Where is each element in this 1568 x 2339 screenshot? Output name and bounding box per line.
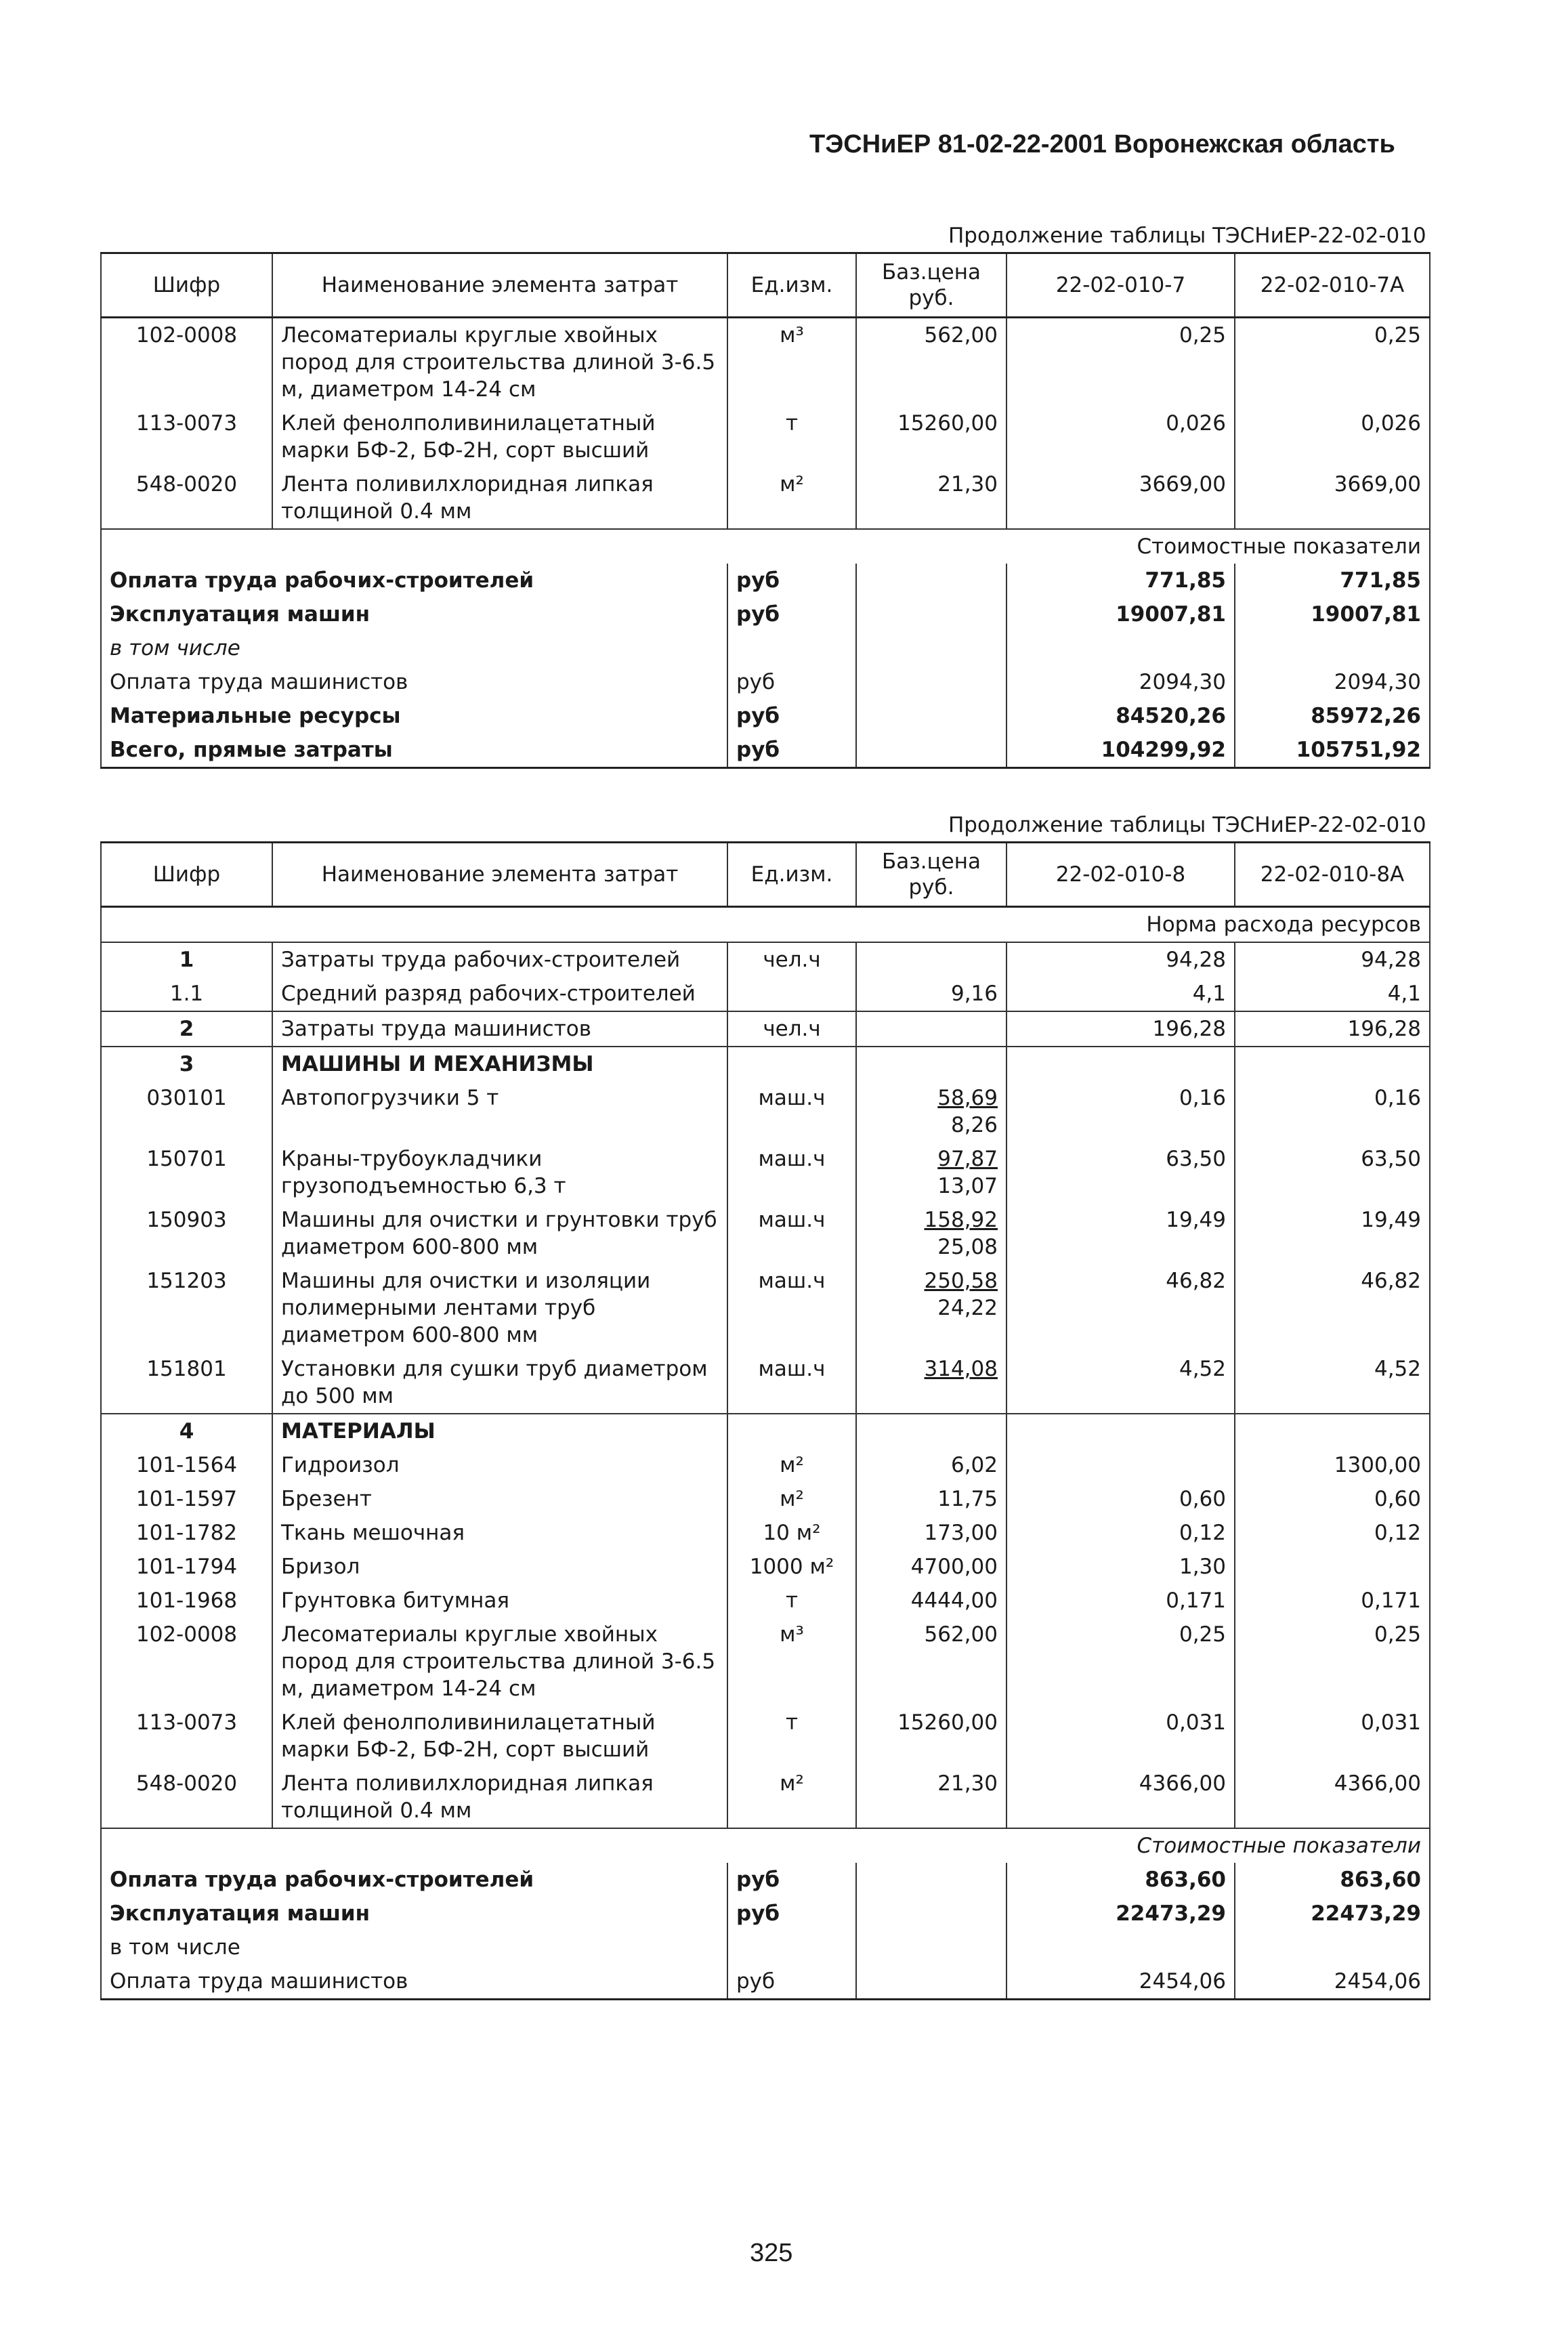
table-row: [101, 977, 1430, 1011]
row-code: 101-1597: [101, 1482, 272, 1516]
table-row: [101, 942, 1430, 977]
row-unit: м²: [727, 1448, 856, 1482]
summary-label: Эксплуатация машин: [101, 1897, 727, 1931]
row-value-b: 0,60: [1235, 1482, 1430, 1516]
price-primary: 250,58: [924, 1269, 998, 1293]
summary-value-a: 771,85: [1007, 564, 1235, 597]
row-value-b: 0,031: [1235, 1706, 1430, 1767]
row-unit: чел.ч: [727, 1011, 856, 1047]
row-price: 562,00: [856, 318, 1007, 407]
cost-section-title-row: [101, 1828, 1430, 1863]
row-code: 113-0073: [101, 406, 272, 467]
price-secondary: 8,26: [950, 1113, 998, 1137]
row-unit: м²: [727, 1482, 856, 1516]
row-value-a: 94,28: [1007, 942, 1235, 977]
row-value-a: 196,28: [1007, 1011, 1235, 1047]
row-value-b: 63,50: [1235, 1142, 1430, 1203]
row-price: [856, 1264, 1007, 1352]
row-price: 15260,00: [856, 406, 1007, 467]
section-title: Стоимостные показатели: [101, 529, 1430, 564]
summary-row: [101, 564, 1430, 597]
price-primary: 314,08: [924, 1357, 998, 1381]
table-row: [101, 467, 1430, 529]
summary-unit: [727, 631, 856, 665]
row-code: 030101: [101, 1081, 272, 1142]
row-name: Машины для очистки и грунтовки труб диаметром 600-800 мм: [272, 1203, 727, 1264]
row-unit: [727, 977, 856, 1011]
row-unit: м³: [727, 1618, 856, 1706]
summary-label: Материальные ресурсы: [101, 699, 727, 733]
row-name: Гидроизол: [272, 1448, 727, 1482]
row-unit: т: [727, 406, 856, 467]
summary-price: [856, 564, 1007, 597]
row-value-a: 0,12: [1007, 1516, 1235, 1550]
row-unit: маш.ч: [727, 1203, 856, 1264]
col-unit-header: Ед.изм.: [727, 843, 856, 907]
summary-price: [856, 1931, 1007, 1964]
empty-cell: [727, 1047, 856, 1081]
summary-price: [856, 597, 1007, 631]
summary-value-b: 2454,06: [1235, 1964, 1430, 2000]
summary-value-a: 22473,29: [1007, 1897, 1235, 1931]
row-name: Грунтовка битумная: [272, 1584, 727, 1618]
row-name: Клей фенолполивинилацетатный марки БФ-2, БФ-2Н, сорт высший: [272, 1706, 727, 1767]
col-price-header: Баз.цена руб.: [856, 253, 1007, 318]
summary-value-a: 2094,30: [1007, 665, 1235, 699]
row-value-a: 0,25: [1007, 318, 1235, 407]
summary-value-a: [1007, 1931, 1235, 1964]
empty-cell: [856, 1414, 1007, 1448]
row-code: 102-0008: [101, 318, 272, 407]
empty-cell: [1235, 1047, 1430, 1081]
summary-label: Всего, прямые затраты: [101, 733, 727, 768]
empty-cell: [1007, 1047, 1235, 1081]
row-code: 2: [101, 1011, 272, 1047]
row-unit: чел.ч: [727, 942, 856, 977]
col-a-header: 22-02-010-8: [1007, 843, 1235, 907]
row-value-a: 0,171: [1007, 1584, 1235, 1618]
summary-label: Оплата труда рабочих-строителей: [101, 1863, 727, 1897]
row-value-a: 0,031: [1007, 1706, 1235, 1767]
table-row: [101, 1448, 1430, 1482]
row-value-b: 4,52: [1235, 1352, 1430, 1414]
machines-section-header: [101, 1047, 1430, 1081]
row-price: 15260,00: [856, 1706, 1007, 1767]
summary-unit: руб: [727, 733, 856, 768]
summary-row: [101, 1931, 1430, 1964]
row-code: 150701: [101, 1142, 272, 1203]
col-code-header: Шифр: [101, 843, 272, 907]
table2-caption: Продолжение таблицы ТЭСНиЕР-22-02-010: [948, 813, 1426, 837]
section-title: Норма расхода ресурсов: [101, 907, 1430, 943]
summary-unit: руб: [727, 1897, 856, 1931]
summary-price: [856, 1964, 1007, 2000]
summary-value-a: 104299,92: [1007, 733, 1235, 768]
page-number: 325: [750, 2239, 793, 2267]
row-price: 562,00: [856, 1618, 1007, 1706]
row-value-a: 0,60: [1007, 1482, 1235, 1516]
row-value-a: 19,49: [1007, 1203, 1235, 1264]
table-row: [101, 1584, 1430, 1618]
summary-value-a: 2454,06: [1007, 1964, 1235, 2000]
row-price: [856, 1081, 1007, 1142]
summary-value-b: 19007,81: [1235, 597, 1430, 631]
row-value-b: 3669,00: [1235, 467, 1430, 529]
row-unit: маш.ч: [727, 1352, 856, 1414]
summary-row: [101, 1863, 1430, 1897]
row-value-b: 0,026: [1235, 406, 1430, 467]
row-unit: маш.ч: [727, 1081, 856, 1142]
summary-value-b: 22473,29: [1235, 1897, 1430, 1931]
price-primary: 97,87: [937, 1147, 998, 1171]
row-value-a: 4,1: [1007, 977, 1235, 1011]
row-name: Средний разряд рабочих-строителей: [272, 977, 727, 1011]
row-name: Брезент: [272, 1482, 727, 1516]
summary-row: [101, 733, 1430, 768]
row-unit: т: [727, 1706, 856, 1767]
col-name-header: Наименование элемента затрат: [272, 843, 727, 907]
row-name: Краны-трубоукладчики грузоподъемностью 6,3 т: [272, 1142, 727, 1203]
summary-label: Оплата труда машинистов: [101, 665, 727, 699]
table-row: [101, 1516, 1430, 1550]
summary-price: [856, 733, 1007, 768]
empty-cell: [1235, 1414, 1430, 1448]
table-row: [101, 1550, 1430, 1584]
row-unit: м²: [727, 467, 856, 529]
row-name: Машины для очистки и изоляции полимерными лентами труб диаметром 600-800 мм: [272, 1264, 727, 1352]
summary-value-b: 771,85: [1235, 564, 1430, 597]
row-value-b: 4,1: [1235, 977, 1430, 1011]
table-row: [101, 1482, 1430, 1516]
row-value-b: 0,171: [1235, 1584, 1430, 1618]
row-code: 150903: [101, 1203, 272, 1264]
row-name: Ткань мешочная: [272, 1516, 727, 1550]
section-title: Стоимостные показатели: [101, 1828, 1430, 1863]
row-unit: 10 м²: [727, 1516, 856, 1550]
row-code: 1.1: [101, 977, 272, 1011]
row-price: [856, 1142, 1007, 1203]
row-code: 101-1564: [101, 1448, 272, 1482]
table-row: [101, 1264, 1430, 1352]
empty-cell: [727, 1414, 856, 1448]
row-value-b: 94,28: [1235, 942, 1430, 977]
row-name: Клей фенолполивинилацетатный марки БФ-2, БФ-2Н, сорт высший: [272, 406, 727, 467]
summary-unit: руб: [727, 1964, 856, 2000]
row-unit: маш.ч: [727, 1142, 856, 1203]
col-b-header: 22-02-010-7А: [1235, 253, 1430, 318]
row-price: 6,02: [856, 1448, 1007, 1482]
table-row: [101, 1203, 1430, 1264]
price-primary: 58,69: [937, 1086, 998, 1110]
summary-value-a: 84520,26: [1007, 699, 1235, 733]
row-code: 101-1968: [101, 1584, 272, 1618]
table2: [100, 841, 1431, 2000]
row-value-a: 3669,00: [1007, 467, 1235, 529]
row-value-b: 0,12: [1235, 1516, 1430, 1550]
row-value-b: 0,16: [1235, 1081, 1430, 1142]
summary-price: [856, 699, 1007, 733]
row-unit: т: [727, 1584, 856, 1618]
row-unit: м³: [727, 318, 856, 407]
row-name: Лесоматериалы круглые хвойных пород для строительства длиной 3-6.5 м, диаметром 14-24 см: [272, 1618, 727, 1706]
cost-section-title-row: [101, 529, 1430, 564]
summary-label: Оплата труда машинистов: [101, 1964, 727, 2000]
summary-value-a: 19007,81: [1007, 597, 1235, 631]
row-name: Лента поливилхлоридная липкая толщиной 0.4 мм: [272, 1767, 727, 1828]
summary-label: в том числе: [101, 631, 727, 665]
row-code: 101-1782: [101, 1516, 272, 1550]
summary-row: [101, 1897, 1430, 1931]
row-code: 548-0020: [101, 1767, 272, 1828]
summary-unit: руб: [727, 1863, 856, 1897]
row-value-a: 4366,00: [1007, 1767, 1235, 1828]
row-price: 21,30: [856, 467, 1007, 529]
row-name: Автопогрузчики 5 т: [272, 1081, 727, 1142]
summary-value-b: [1235, 1931, 1430, 1964]
table2-header-row: [101, 843, 1430, 907]
row-value-b: 19,49: [1235, 1203, 1430, 1264]
table-row: [101, 1767, 1430, 1828]
summary-price: [856, 631, 1007, 665]
col-name-header: Наименование элемента затрат: [272, 253, 727, 318]
row-price: 4700,00: [856, 1550, 1007, 1584]
summary-value-b: [1235, 631, 1430, 665]
row-name: Лесоматериалы круглые хвойных пород для строительства длиной 3-6.5 м, диаметром 14-24 см: [272, 318, 727, 407]
summary-value-a: 863,60: [1007, 1863, 1235, 1897]
row-value-b: 46,82: [1235, 1264, 1430, 1352]
col-unit-header: Ед.изм.: [727, 253, 856, 318]
table-row: [101, 406, 1430, 467]
summary-unit: руб: [727, 564, 856, 597]
row-price: 21,30: [856, 1767, 1007, 1828]
col-a-header: 22-02-010-7: [1007, 253, 1235, 318]
summary-row: [101, 597, 1430, 631]
summary-row: [101, 1964, 1430, 2000]
materials-section-header: [101, 1414, 1430, 1448]
summary-unit: руб: [727, 699, 856, 733]
row-price: [856, 1352, 1007, 1414]
summary-value-a: [1007, 631, 1235, 665]
summary-label: в том числе: [101, 1931, 727, 1964]
price-primary: 158,92: [924, 1208, 998, 1232]
summary-value-b: 2094,30: [1235, 665, 1430, 699]
row-price: 9,16: [856, 977, 1007, 1011]
col-b-header: 22-02-010-8А: [1235, 843, 1430, 907]
table-row: [101, 1081, 1430, 1142]
row-unit: м²: [727, 1767, 856, 1828]
table-row: [101, 1011, 1430, 1047]
price-secondary: 24,22: [937, 1296, 998, 1320]
summary-label: Эксплуатация машин: [101, 597, 727, 631]
row-code: 102-0008: [101, 1618, 272, 1706]
table-row: [101, 1706, 1430, 1767]
row-code: 151801: [101, 1352, 272, 1414]
empty-cell: [856, 1047, 1007, 1081]
row-value-a: [1007, 1448, 1235, 1482]
row-name: Бризол: [272, 1550, 727, 1584]
section-name: МАШИНЫ И МЕХАНИЗМЫ: [272, 1047, 727, 1081]
row-value-a: 4,52: [1007, 1352, 1235, 1414]
row-code: 151203: [101, 1264, 272, 1352]
section-code: 4: [101, 1414, 272, 1448]
table-row: [101, 1142, 1430, 1203]
row-price: 173,00: [856, 1516, 1007, 1550]
empty-cell: [1007, 1414, 1235, 1448]
table1-caption: Продолжение таблицы ТЭСНиЕР-22-02-010: [948, 224, 1426, 248]
row-price: 11,75: [856, 1482, 1007, 1516]
summary-label: Оплата труда рабочих-строителей: [101, 564, 727, 597]
row-value-b: [1235, 1550, 1430, 1584]
table1-header-row: [101, 253, 1430, 318]
row-value-a: 0,25: [1007, 1618, 1235, 1706]
summary-row: [101, 665, 1430, 699]
row-value-a: 46,82: [1007, 1264, 1235, 1352]
row-name: Затраты труда машинистов: [272, 1011, 727, 1047]
row-value-b: 1300,00: [1235, 1448, 1430, 1482]
table-row: [101, 318, 1430, 407]
row-unit: маш.ч: [727, 1264, 856, 1352]
table-row: [101, 1352, 1430, 1414]
col-price-header: Баз.цена руб.: [856, 843, 1007, 907]
section-code: 3: [101, 1047, 272, 1081]
summary-value-b: 863,60: [1235, 1863, 1430, 1897]
document-header: ТЭСНиЕР 81-02-22-2001 Воронежская область: [809, 130, 1395, 159]
summary-value-b: 105751,92: [1235, 733, 1430, 768]
row-value-a: 0,026: [1007, 406, 1235, 467]
summary-unit: руб: [727, 597, 856, 631]
summary-price: [856, 1863, 1007, 1897]
summary-value-b: 85972,26: [1235, 699, 1430, 733]
summary-unit: руб: [727, 665, 856, 699]
summary-price: [856, 1897, 1007, 1931]
row-price: 4444,00: [856, 1584, 1007, 1618]
summary-unit: [727, 1931, 856, 1964]
col-code-header: Шифр: [101, 253, 272, 318]
row-name: Затраты труда рабочих-строителей: [272, 942, 727, 977]
summary-row: [101, 699, 1430, 733]
row-price: [856, 1203, 1007, 1264]
summary-price: [856, 665, 1007, 699]
row-code: 101-1794: [101, 1550, 272, 1584]
row-value-b: 0,25: [1235, 318, 1430, 407]
table-row: [101, 1618, 1430, 1706]
row-value-a: 1,30: [1007, 1550, 1235, 1584]
section-name: МАТЕРИАЛЫ: [272, 1414, 727, 1448]
row-value-b: 0,25: [1235, 1618, 1430, 1706]
row-code: 548-0020: [101, 467, 272, 529]
row-name: Лента поливилхлоридная липкая толщиной 0.4 мм: [272, 467, 727, 529]
summary-row: [101, 631, 1430, 665]
table1: [100, 252, 1431, 769]
row-value-a: 0,16: [1007, 1081, 1235, 1142]
row-code: 113-0073: [101, 1706, 272, 1767]
row-price: [856, 942, 1007, 977]
row-code: 1: [101, 942, 272, 977]
price-secondary: 25,08: [937, 1235, 998, 1259]
row-value-a: 63,50: [1007, 1142, 1235, 1203]
row-value-b: 4366,00: [1235, 1767, 1430, 1828]
row-name: Установки для сушки труб диаметром до 500 мм: [272, 1352, 727, 1414]
price-secondary: 13,07: [937, 1174, 998, 1198]
row-value-b: 196,28: [1235, 1011, 1430, 1047]
row-price: [856, 1011, 1007, 1047]
norm-section-title-row: [101, 907, 1430, 943]
row-unit: 1000 м²: [727, 1550, 856, 1584]
